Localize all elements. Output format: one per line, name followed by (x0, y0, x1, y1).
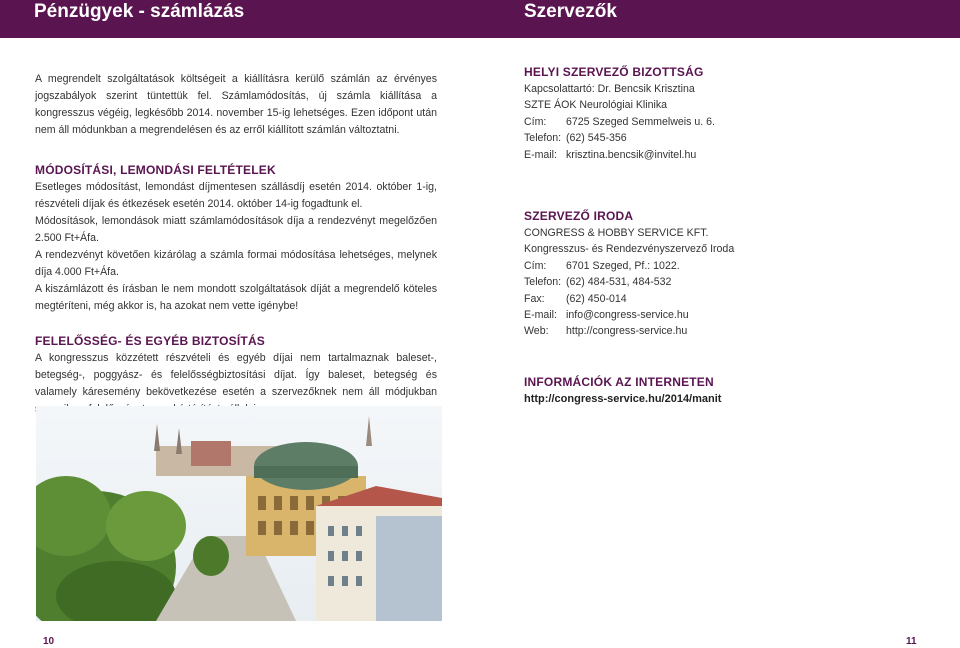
local-email-row (524, 147, 924, 163)
modification-text-2: Módosítások, lemondások miatt számlamódosítások díja a rendezvényt megelőzően 2.500 Ft+Áfa. (35, 215, 437, 244)
office-phone-value: (62) 484-531, 484-532 (566, 276, 672, 289)
liability-heading: FELELŐSSÉG- ÉS EGYÉB BIZTOSÍTÁS (35, 334, 266, 348)
left-page-title: Pénzügyek - számlázás (34, 1, 245, 22)
billing-intro: A megrendelt szolgáltatások költségeit a kiállításra kerülő számlán az érvényes jogszabályok szerint tüntettük fel. Számlamódosítás, új számla kiállítása a kongresszus végéig, legkésőbb 2014. november 15-ig lehetséges. Ezen időpont után nem áll módunkban a megrendelésen és az erről kiállított számlán változtatni. (35, 73, 437, 136)
modification-text-4: A kiszámlázott és írásban le nem mondott szolgáltatások díját a megrendelő köteles megtéríteni, még akkor is, ha azokat nem vette igénybe! (35, 283, 437, 312)
left-page-number: 10 (43, 636, 55, 647)
right-page-content (524, 63, 924, 407)
modification-heading: MÓDOSÍTÁSI, LEMONDÁSI FELTÉTELEK (35, 163, 276, 177)
internet-info-heading: INFORMÁCIÓK AZ INTERNETEN (524, 374, 714, 389)
modification-text-3: A rendezvényt követően kizárólag a számla formai módosítása lehetséges, melynek díja 4.000 Ft+Áfa. (35, 249, 437, 278)
local-phone-value: (62) 545-356 (566, 132, 627, 145)
local-contact-person: Kapcsolattartó: Dr. Bencsik Krisztina (524, 83, 695, 95)
office-fax-value: (62) 450-014 (566, 292, 627, 305)
office-email-value[interactable]: info@congress-service.hu (566, 309, 689, 322)
local-address-value: 6725 Szeged Semmelweis u. 6. (566, 115, 715, 128)
office-phone-label: Telefon: (524, 276, 562, 289)
local-email-value[interactable]: krisztina.bencsik@invitel.hu (566, 148, 697, 161)
liability-text: A kongresszus közzétett részvételi és egyéb díjai nem tartalmaznak baleset-, betegség-, poggyász- és felelősségbiztosítási díjat. Így baleset, betegség és valamely káresemény bekövetkezése esetén a szervezőknek nem áll módjukban (35, 352, 437, 398)
local-address-label: Cím: (524, 115, 547, 128)
office-fax-label: Fax: (524, 292, 545, 305)
local-address-row (524, 114, 924, 130)
office-address-label: Cím: (524, 259, 547, 272)
modification-text-1: Esetleges módosítást, lemondást díjmentesen szállásdíj esetén 2014. október 1-ig, részvételi díjak és étkezések esetén 2014. október 14-ig fogadtunk el. (35, 181, 437, 210)
city-photo (36, 406, 442, 621)
office-fax-row (524, 291, 924, 307)
office-web-row (524, 323, 924, 339)
internet-info-link[interactable]: http://congress-service.hu/2014/manit (524, 392, 722, 405)
office-email-row (524, 307, 924, 323)
organizer-office-heading: SZERVEZŐ IRODA (524, 209, 634, 224)
right-page-title: Szervezők (524, 1, 617, 22)
local-email-label: E-mail: (524, 148, 557, 161)
local-organization: SZTE ÁOK Neurológiai Klinika (524, 99, 668, 112)
office-company-name: CONGRESS & HOBBY SERVICE KFT. (524, 227, 709, 240)
office-address-row (524, 258, 924, 274)
header-banner (0, 0, 960, 38)
local-phone-label: Telefon: (524, 132, 562, 145)
left-page-content (35, 71, 437, 418)
local-committee-heading: HELYI SZERVEZŐ BIZOTTSÁG (524, 65, 704, 79)
right-page-number: 11 (906, 636, 917, 647)
office-phone-row (524, 274, 924, 290)
office-email-label: E-mail: (524, 309, 557, 322)
office-web-value[interactable]: http://congress-service.hu (566, 325, 688, 338)
local-phone-row (524, 130, 924, 146)
office-web-label: Web: (524, 325, 549, 338)
office-address-value: 6701 Szeged, Pf.: 1022. (566, 259, 680, 272)
office-subtitle: Kongresszus- és Rendezvényszervező Iroda (524, 243, 735, 256)
